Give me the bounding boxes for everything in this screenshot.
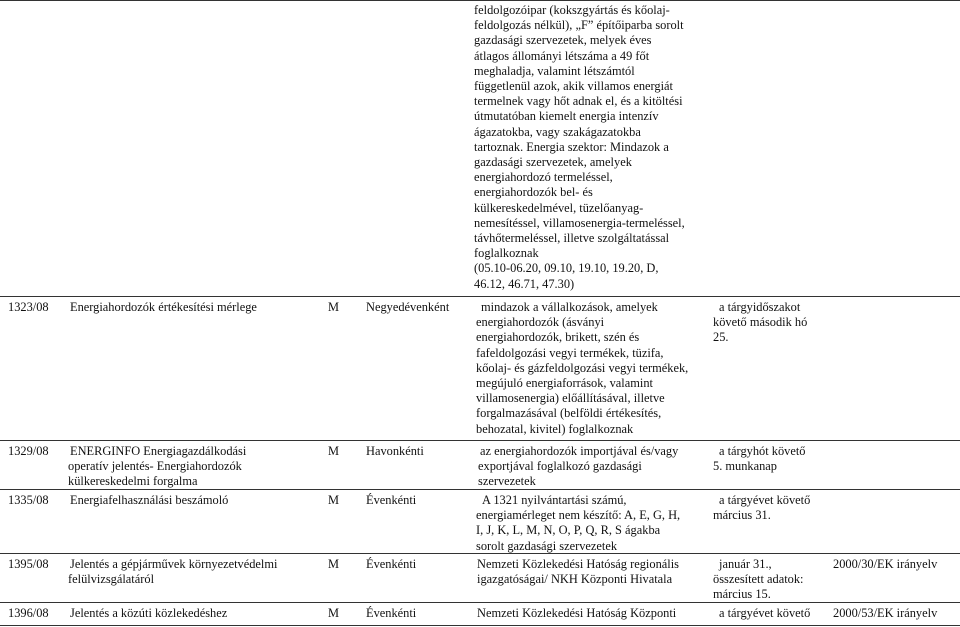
row-scope: [478, 444, 678, 490]
row-deadline: [713, 444, 806, 474]
text-line: gazdasági szervezetek, amelyek: [474, 155, 632, 170]
row-type: M: [328, 300, 340, 314]
text-line: energiahordozók bel- és: [474, 185, 593, 200]
text-line: meghaladja, valamint létszámtól: [474, 63, 635, 78]
text-line: külkereskedelmi forgalma: [68, 474, 198, 489]
text-line: fafeldolgozási vegyi termékek, tüzifa,: [476, 345, 664, 360]
text-line: függetlenül azok, akik villamos energiát: [474, 79, 673, 94]
row-divider: [0, 602, 960, 603]
text-line: exportjával foglalkozó gazdasági: [478, 459, 642, 474]
row-frequency: Évenkénti: [366, 557, 417, 571]
text-line: kőolaj- és gázfeldolgozási vegyi termékek,: [476, 360, 689, 375]
row-divider: [0, 0, 960, 1]
text-line: az energiahordozók importjával és/vagy: [480, 444, 679, 458]
text-line: foglalkoznak: [474, 246, 539, 261]
row-code: 1335/08: [8, 493, 49, 507]
text-line: január 31.,: [719, 557, 772, 571]
text-line: sorolt gazdasági szervezetek: [476, 538, 618, 553]
text-line: a tárgyévet követő: [719, 493, 811, 507]
text-line: átlagos állományi létszáma a 49 főt: [474, 48, 650, 63]
text-line: ágazatokba, vagy szakágazatokba: [474, 124, 641, 139]
row-type: M: [328, 606, 340, 620]
text-line: energiamérleget nem készítő: A, E, G, H,: [476, 508, 681, 523]
row-scope: [477, 606, 676, 621]
text-line: 46.12, 46.71, 47.30): [474, 276, 575, 291]
row-scope: [477, 557, 679, 587]
text-line: energiahordozók (ásványi: [476, 315, 605, 330]
row-title: [70, 493, 228, 508]
row-directive: 2000/30/EK irányelv: [833, 557, 938, 571]
row-frequency: Havonkénti: [366, 444, 424, 458]
text-line: március 15.: [713, 587, 771, 602]
text-line: Energiafelhasználási beszámoló: [70, 493, 229, 507]
text-line: forgalmazásával (belföldi értékesítés,: [476, 406, 662, 421]
row-divider: [0, 440, 960, 441]
row-scope: [476, 300, 688, 437]
text-line: nemesítéssel, villamosenergia-termeléssel,: [474, 215, 685, 230]
text-line: szervezetek: [478, 474, 536, 489]
text-line: (05.10-06.20, 09.10, 19.10, 19.20, D,: [474, 261, 659, 276]
row-divider: [0, 625, 960, 626]
text-line: feldolgozás nélkül), „F” építőiparba sorolt: [474, 18, 684, 33]
text-line: összesített adatok:: [713, 572, 804, 587]
text-line: a tárgyhót követő: [719, 444, 806, 458]
row-deadline: [713, 557, 804, 603]
row-frequency: Évenkénti: [366, 606, 417, 620]
row-title: [70, 606, 227, 621]
text-line: külkereskedelmével, tüzelőanyag-: [474, 200, 644, 215]
text-line: villamosenergia) előállításával, illetve: [476, 391, 665, 406]
row-type: M: [328, 557, 340, 571]
text-line: gazdasági szervezetek, melyek éves: [474, 33, 652, 48]
text-line: energiahordozók, brikett, szén és: [476, 330, 640, 345]
text-line: feldolgozóipar (kokszgyártás és kőolaj-: [474, 3, 670, 17]
text-line: 25.: [713, 330, 729, 345]
text-line: követő második hó: [713, 315, 808, 330]
text-line: igazgatóságai/ NKH Központi Hivatala: [477, 572, 673, 587]
row-deadline: [713, 493, 810, 523]
row-code: 1323/08: [8, 300, 49, 314]
text-line: 5. munkanap: [713, 459, 778, 474]
row-scope: [476, 493, 680, 554]
row-frequency: Negyedévenként: [366, 300, 450, 314]
text-line: megújuló energiaforrások, valamint: [476, 376, 653, 391]
text-line: Jelentés a gépjárművek környezetvédelmi: [70, 557, 278, 571]
row-title: [68, 444, 246, 490]
text-line: Energiahordozók értékesítési mérlege: [70, 300, 257, 314]
row-type: M: [328, 444, 340, 458]
row-deadline: [719, 606, 810, 621]
row-title: [70, 300, 257, 315]
text-line: távhőtermeléssel, illetve szolgáltatással: [474, 231, 670, 246]
text-line: március 31.: [713, 508, 771, 523]
text-line: mindazok a vállalkozások, amelyek: [481, 300, 658, 314]
text-line: termelnek vagy hőt adnak el, és a kitöltési: [474, 94, 683, 109]
text-line: a tárgyidőszakot: [719, 300, 801, 314]
text-line: ENERGINFO Energiagazdálkodási: [70, 444, 247, 458]
text-line: I, J, K, L, M, N, O, P, Q, R, S ágakba: [476, 523, 661, 538]
row-code: 1329/08: [8, 444, 49, 458]
row-type: M: [328, 493, 340, 507]
text-line: tartoznak. Energia szektor: Mindazok a: [474, 139, 669, 154]
text-line: Nemzeti Közlekedési Hatóság Központi: [477, 606, 677, 620]
text-line: a tárgyévet követő: [719, 606, 811, 620]
text-line: útmutatóban kiemelt energia intenzív: [474, 109, 659, 124]
row-divider: [0, 296, 960, 297]
text-line: felülvizsgálatáról: [68, 572, 155, 587]
text-line: Jelentés a közúti közlekedéshez: [70, 606, 228, 620]
text-line: Nemzeti Közlekedési Hatóság regionális: [477, 557, 679, 571]
row-title: [68, 557, 277, 587]
text-line: behozatal, kivitel) foglalkoznak: [476, 421, 634, 436]
text-line: A 1321 nyilvántartási számú,: [482, 493, 627, 507]
row-directive: 2000/53/EK irányelv: [833, 606, 938, 620]
text-line: operatív jelentés- Energiahordozók: [68, 459, 242, 474]
row-frequency: Évenkénti: [366, 493, 417, 507]
row-code: 1396/08: [8, 606, 49, 620]
row-code: 1395/08: [8, 557, 49, 571]
row-deadline: [713, 300, 807, 346]
text-line: energiahordozó termeléssel,: [474, 170, 613, 185]
scope-continuation-cell: [474, 3, 712, 292]
